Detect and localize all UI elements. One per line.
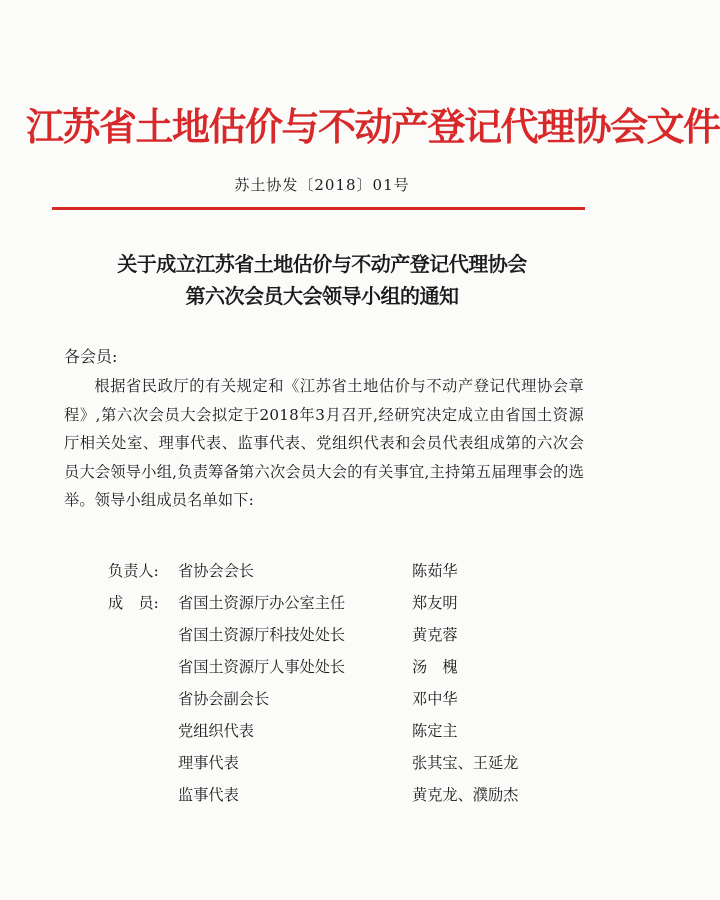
member-row — [0, 624, 644, 652]
member-row — [0, 688, 644, 716]
salutation: 各会员: — [64, 347, 118, 366]
member-role: 省协会会长 — [178, 562, 254, 580]
member-row — [0, 752, 644, 780]
member-row — [0, 720, 644, 748]
member-row — [0, 592, 644, 620]
member-name: 陈茹华 — [412, 562, 458, 580]
member-label: 成 员: — [108, 594, 159, 612]
member-role: 理事代表 — [178, 754, 239, 772]
member-name: 黄克龙、濮励杰 — [412, 786, 519, 804]
notice-title — [60, 248, 584, 312]
body-paragraph: 根据省民政厅的有关规定和《江苏省土地估价与不动产登记代理协会章程》,第六次会员大会拟定于2018年3月召开,经研究决定成立由省国土资源厅相关处室、理事代表、监事代表、党组织代表和会员代表组成第的六次会员大会领导小组,负责筹备第六次会员大会的有关事宜,主持第五届理事会的选举。领导小组成员名单如下: — [64, 377, 584, 510]
member-row — [0, 560, 644, 588]
notice-title-line-1: 关于成立江苏省土地估价与不动产登记代理协会 — [117, 252, 527, 276]
member-name: 邓中华 — [412, 690, 458, 708]
member-name: 陈定主 — [412, 722, 458, 740]
member-name: 郑友明 — [412, 594, 458, 612]
member-label: 负责人: — [108, 562, 159, 580]
notice-title-line-2: 第六次会员大会领导小组的通知 — [185, 284, 459, 308]
red-divider — [52, 207, 585, 210]
member-role: 省协会副会长 — [178, 690, 270, 708]
member-name: 汤 槐 — [412, 658, 458, 676]
member-role: 省国土资源厅办公室主任 — [178, 594, 346, 612]
member-role: 党组织代表 — [178, 722, 254, 740]
document-number: 苏土协发〔2018〕01号 — [234, 176, 410, 194]
member-role: 省国土资源厅科技处处长 — [178, 626, 346, 644]
document-header-title: 江苏省土地估价与不动产登记代理协会文件 — [26, 104, 720, 149]
member-name: 张其宝、王延龙 — [412, 754, 519, 772]
member-row — [0, 656, 644, 684]
member-name: 黄克蓉 — [412, 626, 458, 644]
member-role: 监事代表 — [178, 786, 239, 804]
member-role: 省国土资源厅人事处处长 — [178, 658, 346, 676]
member-row — [0, 784, 644, 812]
